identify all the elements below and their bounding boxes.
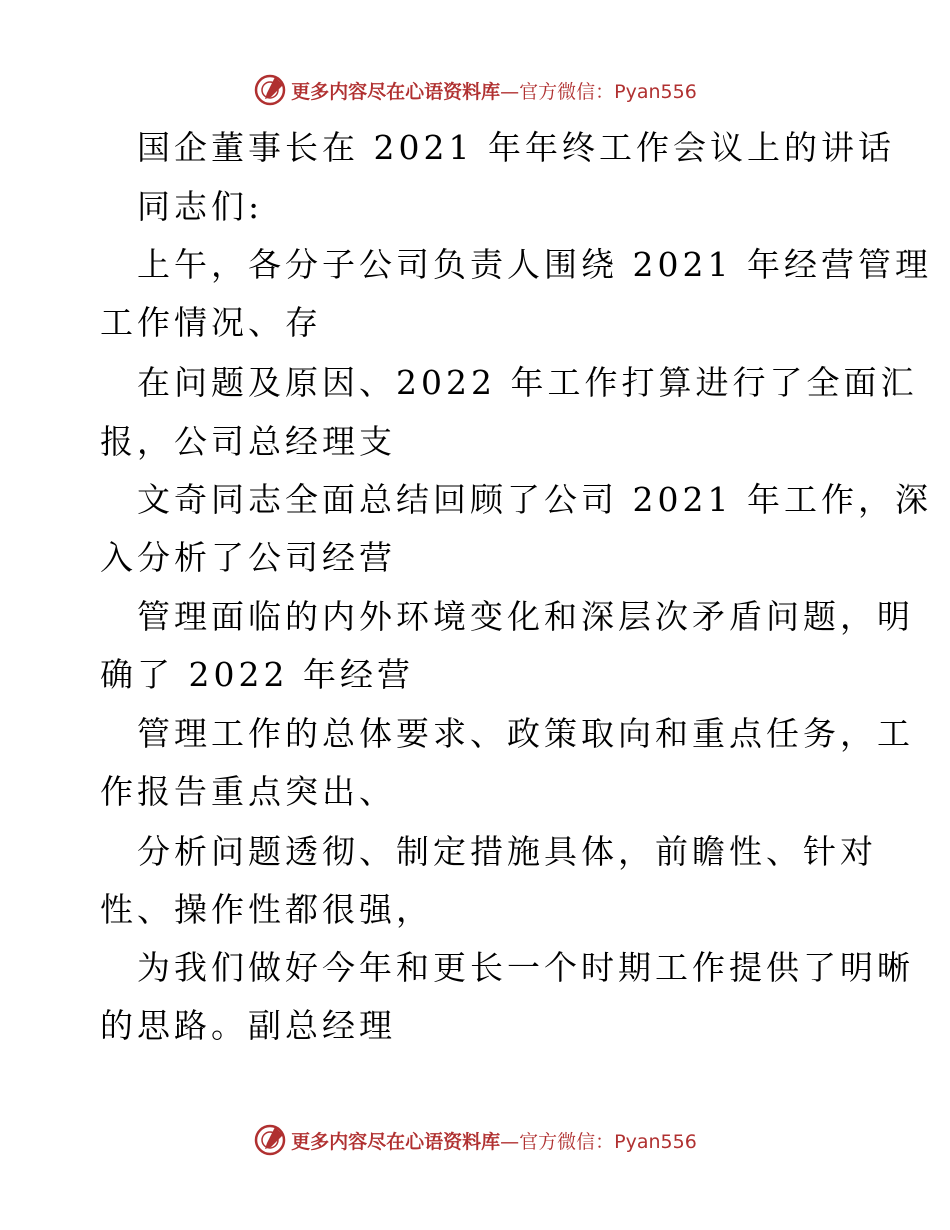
paragraph-line: 分析问题透彻、制定措施具体，前瞻性、针对 <box>137 832 877 871</box>
paragraph-line: 确了 2022 年经营 <box>100 655 414 694</box>
paragraph-line: 工作情况、存 <box>100 303 322 342</box>
paragraph-line: 文奇同志全面总结回顾了公司 2021 年工作，深 <box>137 480 932 519</box>
header-banner <box>0 70 950 110</box>
banner-contact: —官方微信：Pyan556 <box>500 80 697 103</box>
document-title: 国企董事长在 2021 年年终工作会议上的讲话 <box>137 128 895 167</box>
footer-banner <box>0 1120 950 1160</box>
brand-logo-icon <box>253 73 287 107</box>
salutation: 同志们: <box>137 187 264 226</box>
banner-contact: —官方微信：Pyan556 <box>500 1130 697 1153</box>
paragraph-line: 为我们做好今年和更长一个时期工作提供了明晰 <box>137 948 914 987</box>
paragraph-line: 入分析了公司经营 <box>100 538 396 577</box>
banner-text <box>291 77 697 104</box>
paragraph-line: 报，公司总经理支 <box>100 422 396 461</box>
banner-brand: 更多内容尽在心语资料库 <box>291 1130 501 1153</box>
banner-text <box>291 1127 697 1154</box>
banner-brand: 更多内容尽在心语资料库 <box>291 80 501 103</box>
paragraph-line: 上午，各分子公司负责人围绕 2021 年经营管理 <box>137 245 932 284</box>
brand-logo-icon <box>253 1123 287 1157</box>
paragraph-line: 的思路。副总经理 <box>100 1006 396 1045</box>
paragraph-line: 管理面临的内外环境变化和深层次矛盾问题，明 <box>137 597 914 636</box>
paragraph-line: 作报告重点突出、 <box>100 772 396 811</box>
paragraph-line: 管理工作的总体要求、政策取向和重点任务，工 <box>137 714 914 753</box>
paragraph-line: 在问题及原因、2022 年工作打算进行了全面汇 <box>137 363 918 402</box>
paragraph-line: 性、操作性都很强， <box>100 890 433 929</box>
